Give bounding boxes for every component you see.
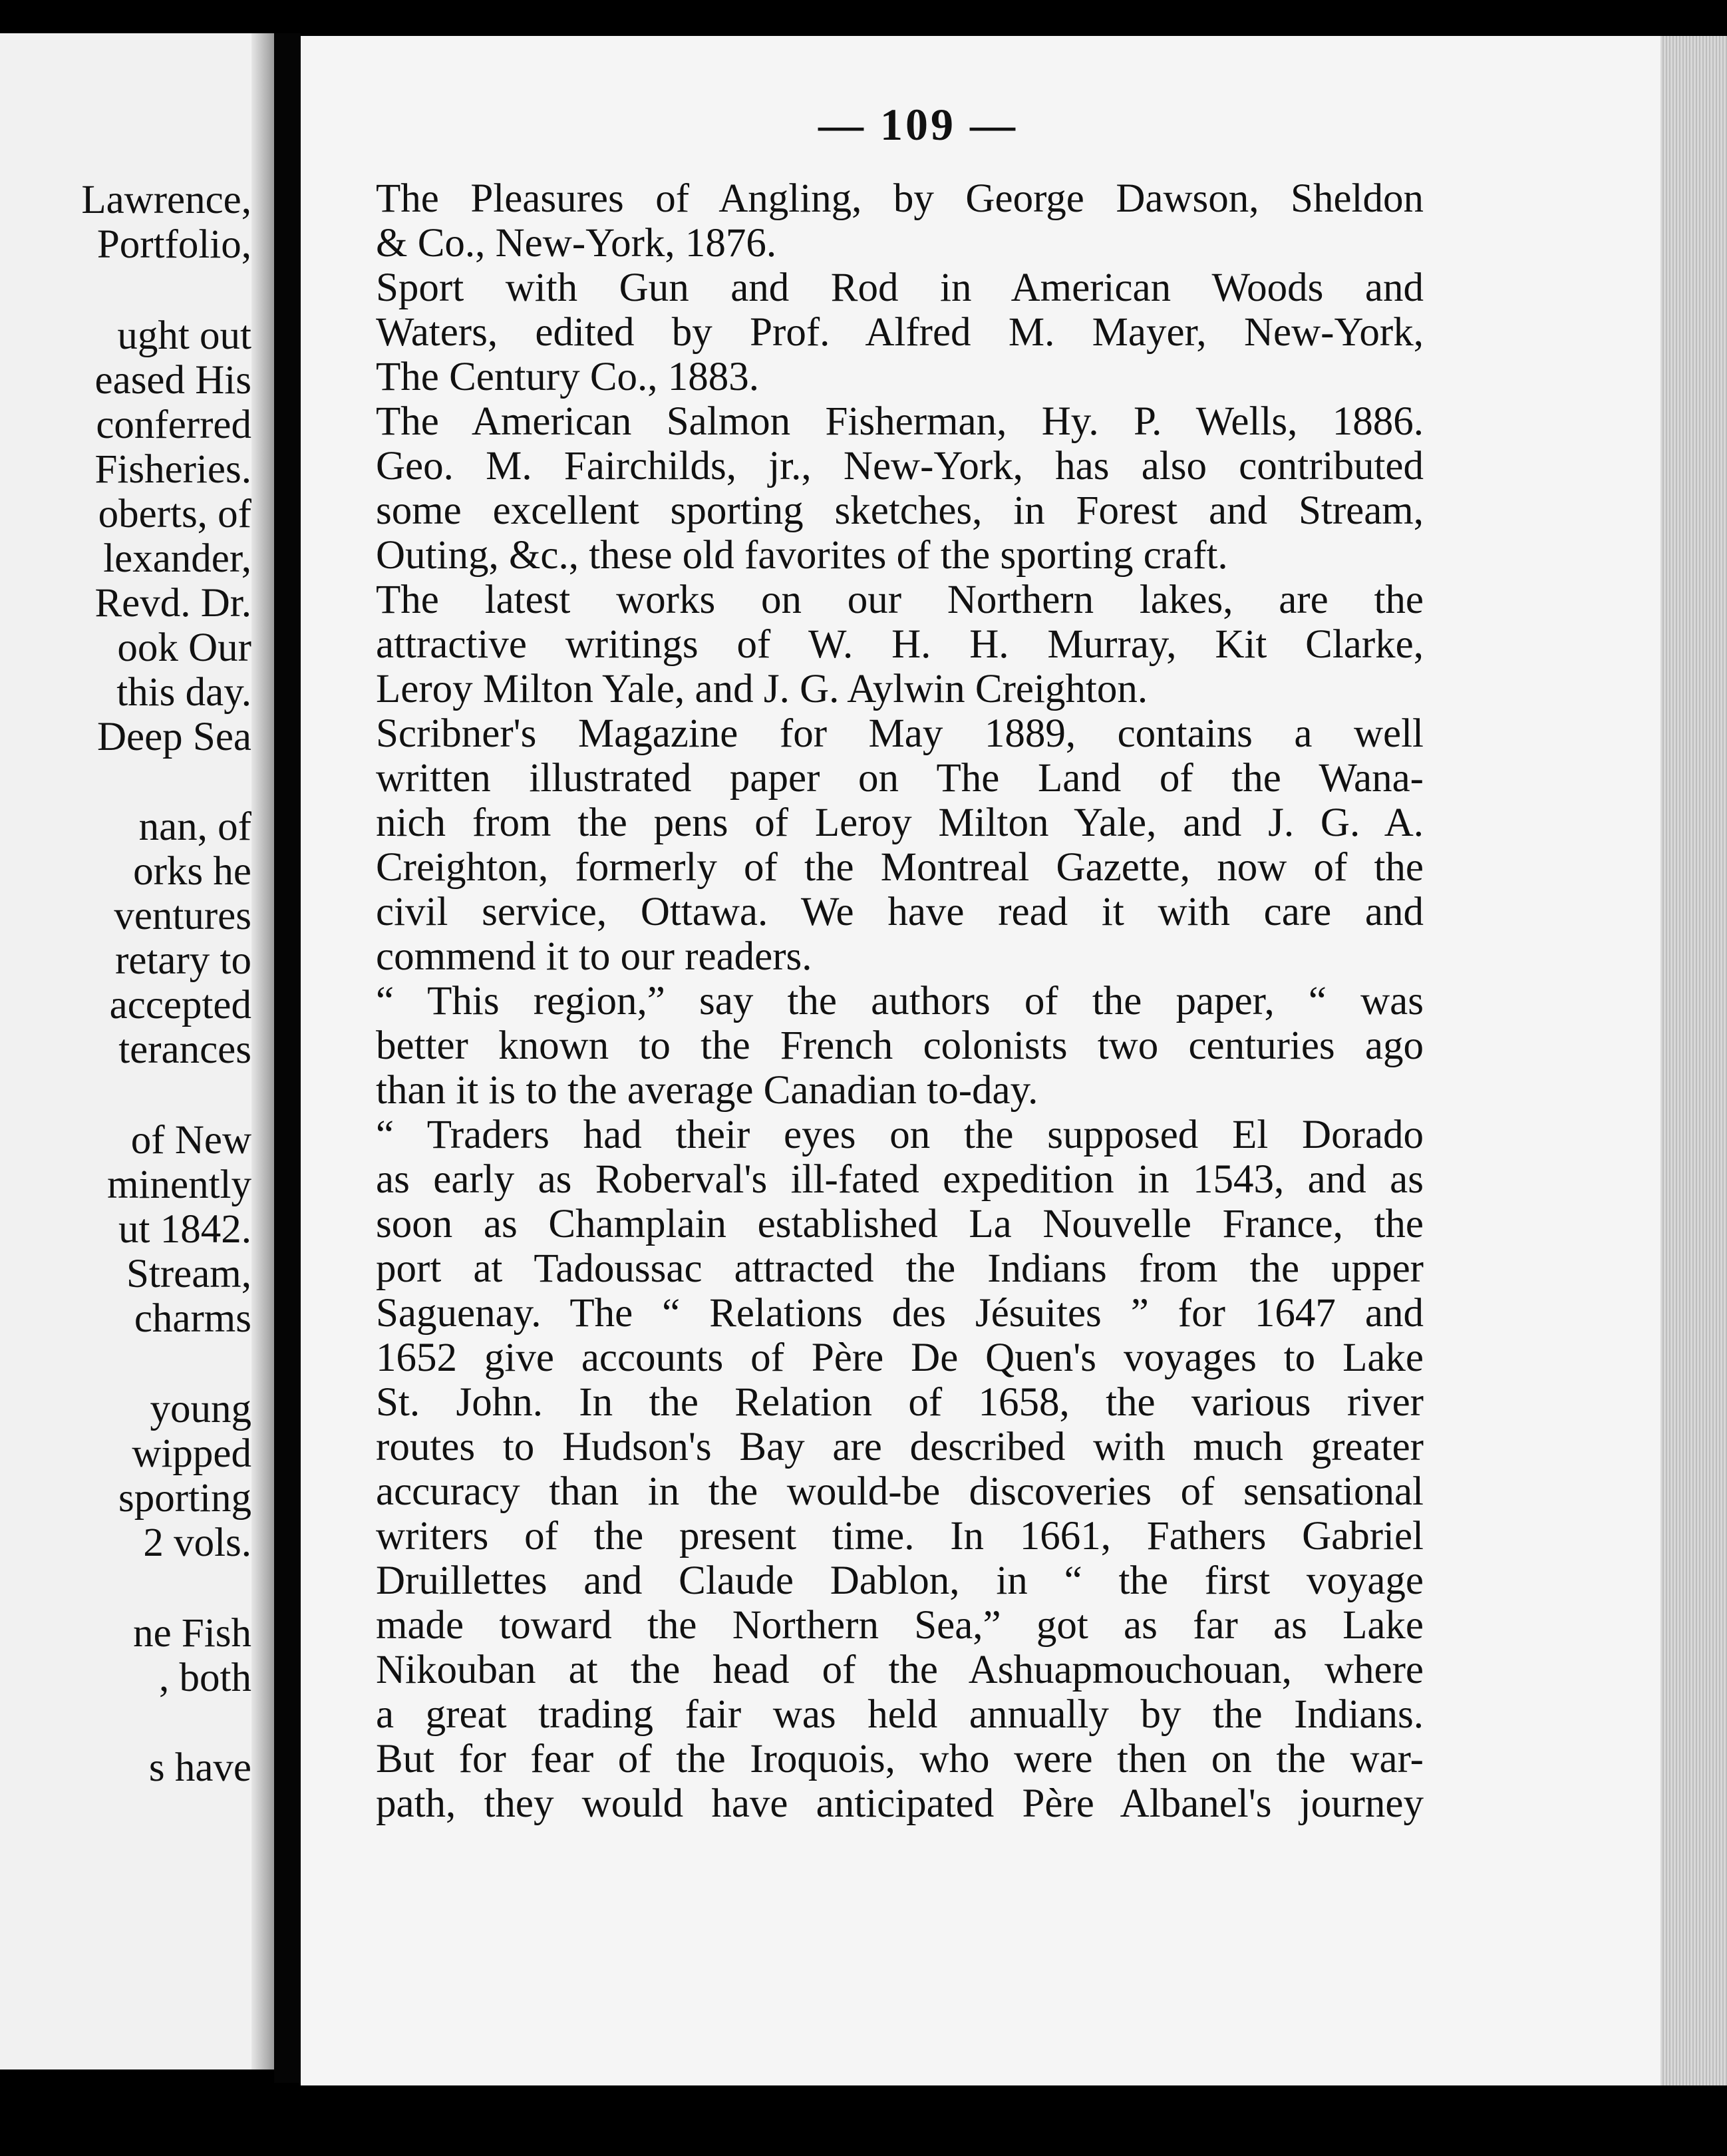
text-line: Leroy Milton Yale, and J. G. Aylwin Creighton. xyxy=(376,667,1148,711)
text-line: But for fear of the Iroquois, who were then on the war- xyxy=(376,1737,1424,1781)
text-line: a great trading fair was held annually by the Indians. xyxy=(376,1692,1424,1737)
text-line: accuracy than in the would-be discoveries of sensational xyxy=(376,1469,1424,1514)
text-line: than it is to the average Canadian to-day. xyxy=(376,1068,1038,1113)
text-line: path, they would have anticipated Père Albanel's journey xyxy=(376,1781,1424,1826)
text-line: The latest works on our Northern lakes, are the xyxy=(376,578,1424,622)
page-fore-edge xyxy=(1660,36,1727,2085)
left-page-line: Fisheries. xyxy=(94,447,251,492)
left-page-line: wipped xyxy=(132,1431,251,1476)
text-line: attractive writings of W. H. H. Murray, Kit Clarke, xyxy=(376,622,1424,667)
left-page-line: ook Our xyxy=(117,626,251,670)
text-line: Saguenay. The “ Relations des Jésuites ” for 1647 and xyxy=(376,1291,1424,1336)
text-line: 1652 give accounts of Père De Quen's voyages to Lake xyxy=(376,1336,1424,1380)
left-page-line: minently xyxy=(107,1163,251,1207)
left-page-line: conferred xyxy=(96,403,251,447)
left-page xyxy=(0,33,274,2069)
left-page-line: accepted xyxy=(109,983,251,1027)
text-line: made toward the Northern Sea,” got as far as Lake xyxy=(376,1603,1424,1648)
text-line: Druillettes and Claude Dablon, in “ the first voyage xyxy=(376,1558,1424,1603)
left-page-line: oberts, of xyxy=(98,492,251,536)
book-spine-gap xyxy=(274,33,301,2083)
text-line: The Century Co., 1883. xyxy=(376,355,760,399)
text-line: routes to Hudson's Bay are described with much greater xyxy=(376,1425,1424,1469)
left-page-line: ne Fish xyxy=(133,1611,251,1656)
left-page-line: ventures xyxy=(114,894,251,938)
text-line: “ Traders had their eyes on the supposed El Dorado xyxy=(376,1113,1424,1157)
text-line: port at Tadoussac attracted the Indians from the upper xyxy=(376,1246,1424,1291)
text-line: better known to the French colonists two centuries ago xyxy=(376,1023,1424,1068)
text-line: written illustrated paper on The Land of the Wana- xyxy=(376,756,1424,801)
page-gutter-shadow xyxy=(251,33,274,2069)
left-page-line: Revd. Dr. xyxy=(94,581,251,626)
left-page-line: ught out xyxy=(117,313,251,358)
text-line: The American Salmon Fisherman, Hy. P. Wells, 1886. xyxy=(376,399,1424,444)
text-line: The Pleasures of Angling, by George Dawson, Sheldon xyxy=(376,176,1424,221)
text-line: soon as Champlain established La Nouvelle France, the xyxy=(376,1202,1424,1246)
left-page-line: ut 1842. xyxy=(118,1207,251,1252)
text-line: as early as Roberval's ill-fated expedition in 1543, and as xyxy=(376,1157,1424,1202)
text-line: commend it to our readers. xyxy=(376,934,812,979)
text-line: nich from the pens of Leroy Milton Yale, and J. G. A. xyxy=(376,801,1424,845)
left-page-line: Stream, xyxy=(126,1252,251,1296)
text-line: civil service, Ottawa. We have read it with care and xyxy=(376,890,1424,934)
text-line: Nikouban at the head of the Ashuapmouchouan, where xyxy=(376,1648,1424,1692)
left-page-line: young xyxy=(150,1387,251,1431)
text-line: Waters, edited by Prof. Alfred M. Mayer, New-York, xyxy=(376,310,1424,355)
left-page-line: s have xyxy=(148,1745,251,1790)
left-page-line: terances xyxy=(118,1027,251,1072)
text-line: Creighton, formerly of the Montreal Gazette, now of the xyxy=(376,845,1424,890)
left-page-line: charms xyxy=(134,1296,251,1341)
left-page-line: Lawrence, xyxy=(81,178,251,222)
left-page-line: nan, of xyxy=(138,805,251,849)
page-number: — 109 — xyxy=(818,99,1018,150)
left-page-line: Portfolio, xyxy=(96,222,251,267)
left-page-line: 2 vols. xyxy=(143,1521,251,1565)
text-line: some excellent sporting sketches, in Forest and Stream, xyxy=(376,488,1424,533)
text-line: St. John. In the Relation of 1658, the various river xyxy=(376,1380,1424,1425)
left-page-line: of New xyxy=(130,1118,251,1163)
left-page-line: , both xyxy=(159,1656,251,1700)
text-line: Scribner's Magazine for May 1889, contains a well xyxy=(376,711,1424,756)
left-page-line: Deep Sea xyxy=(96,715,251,759)
left-page-line: retary to xyxy=(115,938,251,983)
text-line: & Co., New-York, 1876. xyxy=(376,221,777,266)
text-line: writers of the present time. In 1661, Fathers Gabriel xyxy=(376,1514,1424,1558)
left-page-line: eased His xyxy=(94,358,251,403)
left-page-line: sporting xyxy=(118,1476,251,1521)
text-line: Outing, &c., these old favorites of the sporting craft. xyxy=(376,533,1228,578)
left-page-line: this day. xyxy=(116,670,251,715)
left-page-line: orks he xyxy=(133,849,251,894)
text-line: Sport with Gun and Rod in American Woods and xyxy=(376,266,1424,310)
text-line: Geo. M. Fairchilds, jr., New-York, has also contributed xyxy=(376,444,1424,488)
left-page-line: lexander, xyxy=(103,536,251,581)
text-line: “ This region,” say the authors of the paper, “ was xyxy=(376,979,1424,1023)
